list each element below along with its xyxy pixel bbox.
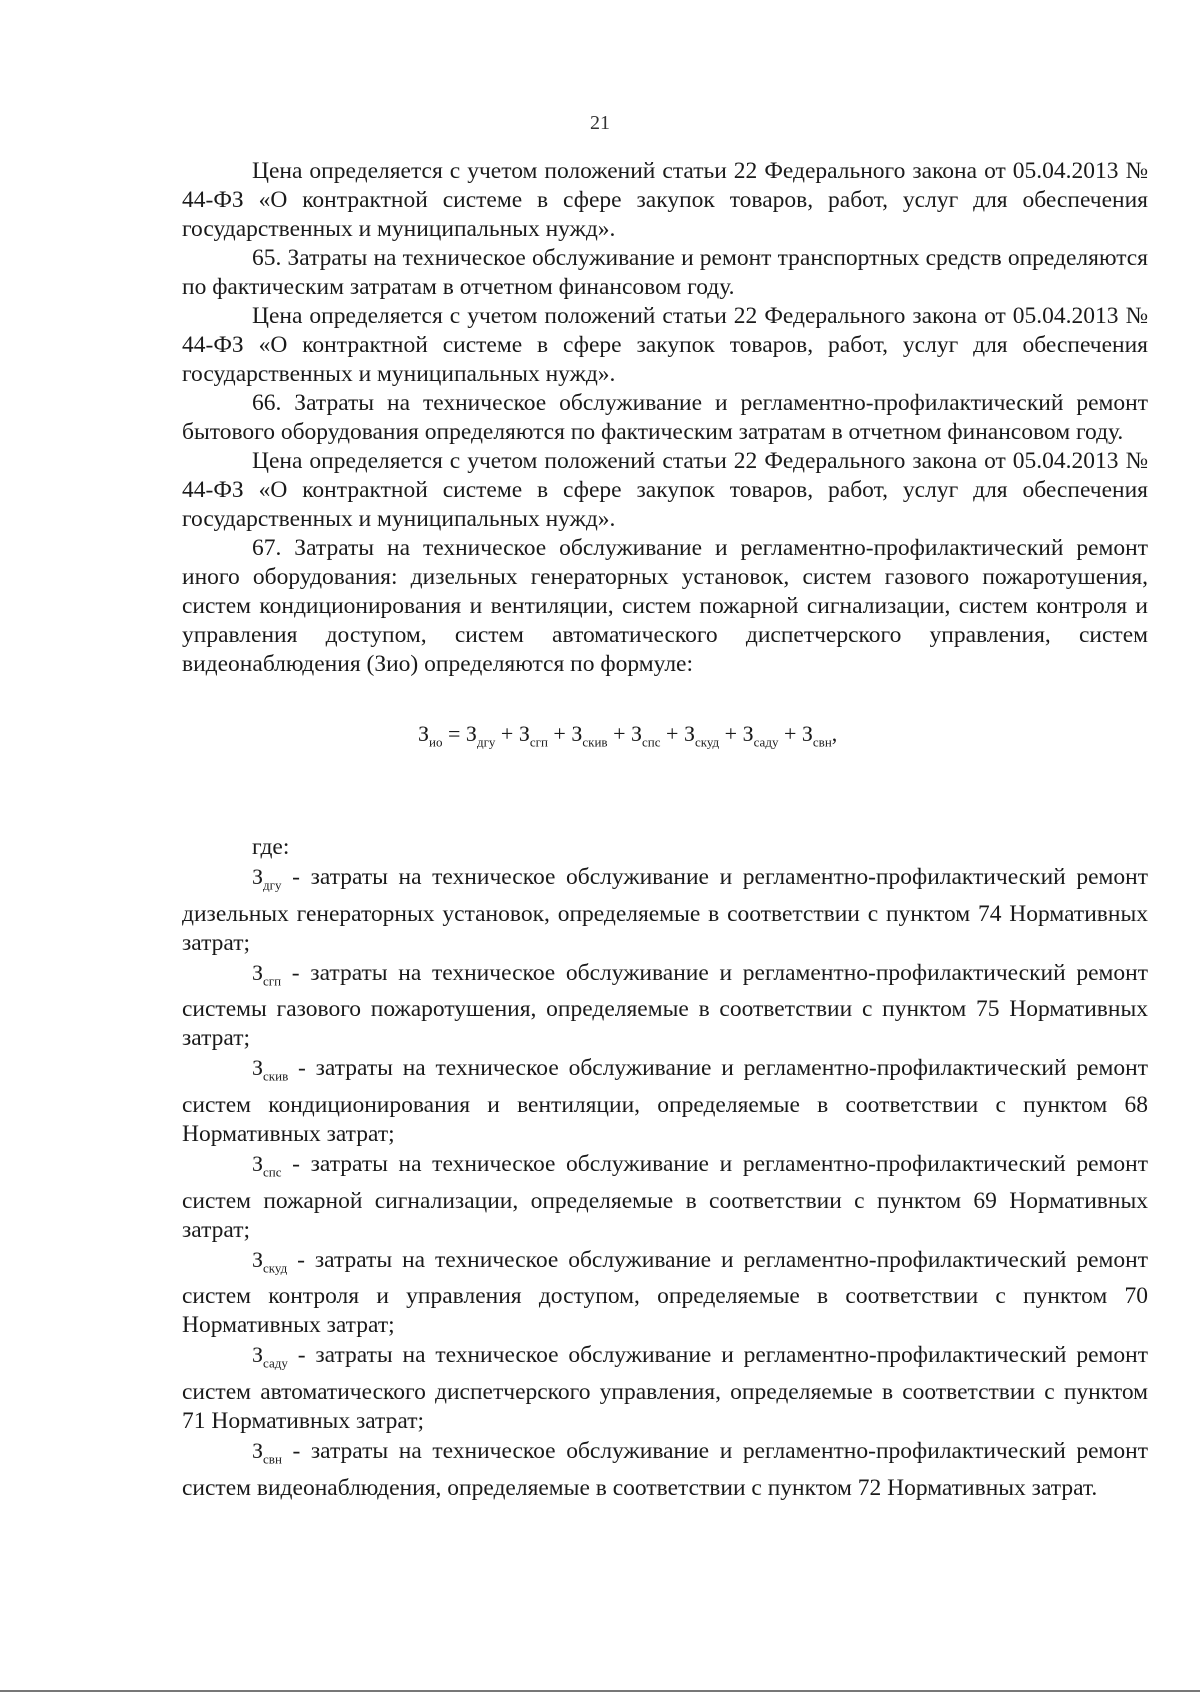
definition-item bbox=[182, 958, 1148, 1054]
definition-item bbox=[182, 1149, 1148, 1245]
definition-item bbox=[182, 1340, 1148, 1436]
formula-lhs-sub: ио bbox=[429, 734, 443, 750]
formula-term-sub: свн bbox=[812, 734, 832, 750]
definition-sub: сгп bbox=[263, 973, 282, 989]
definition-sub: спс bbox=[263, 1164, 282, 1180]
paragraph-66: 66. Затраты на техническое обслуживание и регламентно-профилактический ремонт бытового оборудования определяются по фактическим затратам в отчетном финансовом году. bbox=[182, 390, 1148, 445]
formula-plus: + bbox=[724, 721, 738, 746]
definition-sub: саду bbox=[263, 1356, 288, 1372]
formula-trailing: , bbox=[831, 721, 838, 746]
definition-symbol: З bbox=[252, 1246, 264, 1272]
definition-text: - затраты на техническое обслуживание и регламентно-профилактический ремонт систем автоматического диспетчерского управления, определяемые в соответствии с пунктом 71 Нормативных затрат; bbox=[182, 1342, 1148, 1435]
page-number: 21 bbox=[590, 112, 610, 134]
formula-term-sub: дгу bbox=[476, 734, 496, 750]
formula bbox=[182, 719, 1148, 789]
bottom-rule bbox=[0, 1690, 1200, 1692]
formula-symbol: З bbox=[518, 721, 530, 746]
formula-symbol: З bbox=[742, 721, 754, 746]
formula-symbol: З bbox=[418, 721, 430, 746]
formula-plus: + bbox=[553, 721, 566, 746]
formula-term-sub: скив bbox=[582, 734, 608, 750]
formula-plus: + bbox=[783, 721, 797, 746]
paragraph-65: 65. Затраты на техническое обслуживание и ремонт транспортных средств определяются по фактическим затратам в отчетном финансовом году. bbox=[182, 245, 1148, 300]
definition-text: - затраты на техническое обслуживание и регламентно-профилактический ремонт систем контроля и управления доступом, определяемые в соответствии с пунктом 70 Нормативных затрат; bbox=[182, 1246, 1148, 1339]
document-body bbox=[182, 157, 1148, 1503]
formula-symbol: З bbox=[630, 721, 643, 746]
paragraph-price-3: Цена определяется с учетом положений статьи 22 Федерального закона от 05.04.2013 № 44-ФЗ «О контрактной системе в сфере закупок товаров, работ, услуг для обеспечения государственных и муниципальных нужд». bbox=[182, 448, 1148, 532]
paragraph-price-2: Цена определяется с учетом положений статьи 22 Федерального закона от 05.04.2013 № 44-ФЗ «О контрактной системе в сфере закупок товаров, работ, услуг для обеспечения государственных и муниципальных нужд». bbox=[182, 303, 1148, 387]
definition-text: - затраты на техническое обслуживание и регламентно-профилактический ремонт систем пожарной сигнализации, определяемые в соответствии с пунктом 69 Нормативных затрат; bbox=[182, 1151, 1148, 1243]
definition-symbol: З bbox=[252, 1438, 264, 1464]
where-label: где: bbox=[252, 834, 290, 860]
definition-item bbox=[182, 1436, 1148, 1503]
definition-item bbox=[182, 862, 1148, 958]
definition-text: - затраты на техническое обслуживание и регламентно-профилактический ремонт дизельных генераторных установок, определяемые в соответствии с пунктом 74 Нормативных затрат; bbox=[182, 864, 1148, 956]
formula-term-sub: саду bbox=[753, 734, 779, 750]
definition-sub: скуд bbox=[263, 1260, 288, 1276]
paragraph-67: 67. Затраты на техническое обслуживание и регламентно-профилактический ремонт иного оборудования: дизельных генераторных установок, систем газового пожаротушения, систем кондиционирования и вентиляции, систем пожарной сигнализации, систем контроля и управления доступом, систем автоматического диспетчерского управления, систем видеонаблюдения (Зио) определяются по формуле: bbox=[182, 535, 1148, 677]
definition-symbol: З bbox=[252, 1342, 264, 1368]
definition-sub: дгу bbox=[263, 877, 282, 893]
formula-symbol: З bbox=[465, 721, 477, 746]
formula-equals: = bbox=[448, 721, 461, 746]
formula-plus: + bbox=[613, 721, 626, 746]
definition-sub: свн bbox=[263, 1451, 282, 1467]
formula-term-sub: сгп bbox=[529, 734, 548, 750]
definition-symbol: З bbox=[252, 1151, 264, 1177]
formula-symbol: З bbox=[571, 721, 583, 746]
definition-text: - затраты на техническое обслуживание и регламентно-профилактический ремонт системы газового пожаротушения, определяемые в соответствии с пунктом 75 Нормативных затрат; bbox=[182, 959, 1148, 1052]
formula-plus: + bbox=[500, 721, 514, 746]
definition-symbol: З bbox=[252, 1055, 264, 1081]
paragraph-price-1: Цена определяется с учетом положений статьи 22 Федерального закона от 05.04.2013 № 44-ФЗ «О контрактной системе в сфере закупок товаров, работ, услуг для обеспечения государственных и муниципальных нужд». bbox=[182, 158, 1148, 242]
definition-sub: скив bbox=[263, 1069, 289, 1085]
definition-text: - затраты на техническое обслуживание и регламентно-профилактический ремонт систем видеонаблюдения, определяемые в соответствии с пунктом 72 Нормативных затрат. bbox=[182, 1438, 1148, 1501]
formula-symbol: З bbox=[683, 721, 695, 746]
definition-text: - затраты на техническое обслуживание и регламентно-профилактический ремонт систем кондиционирования и вентиляции, определяемые в соответствии с пунктом 68 Нормативных затрат; bbox=[182, 1055, 1148, 1148]
formula-term-sub: спс bbox=[642, 734, 661, 750]
formula-plus: + bbox=[666, 721, 679, 746]
definition-item bbox=[182, 1053, 1148, 1149]
definition-item bbox=[182, 1245, 1148, 1341]
formula-symbol: З bbox=[801, 721, 813, 746]
formula-term-sub: скуд bbox=[694, 734, 720, 750]
definition-symbol: З bbox=[252, 959, 264, 985]
definition-symbol: З bbox=[252, 864, 264, 889]
